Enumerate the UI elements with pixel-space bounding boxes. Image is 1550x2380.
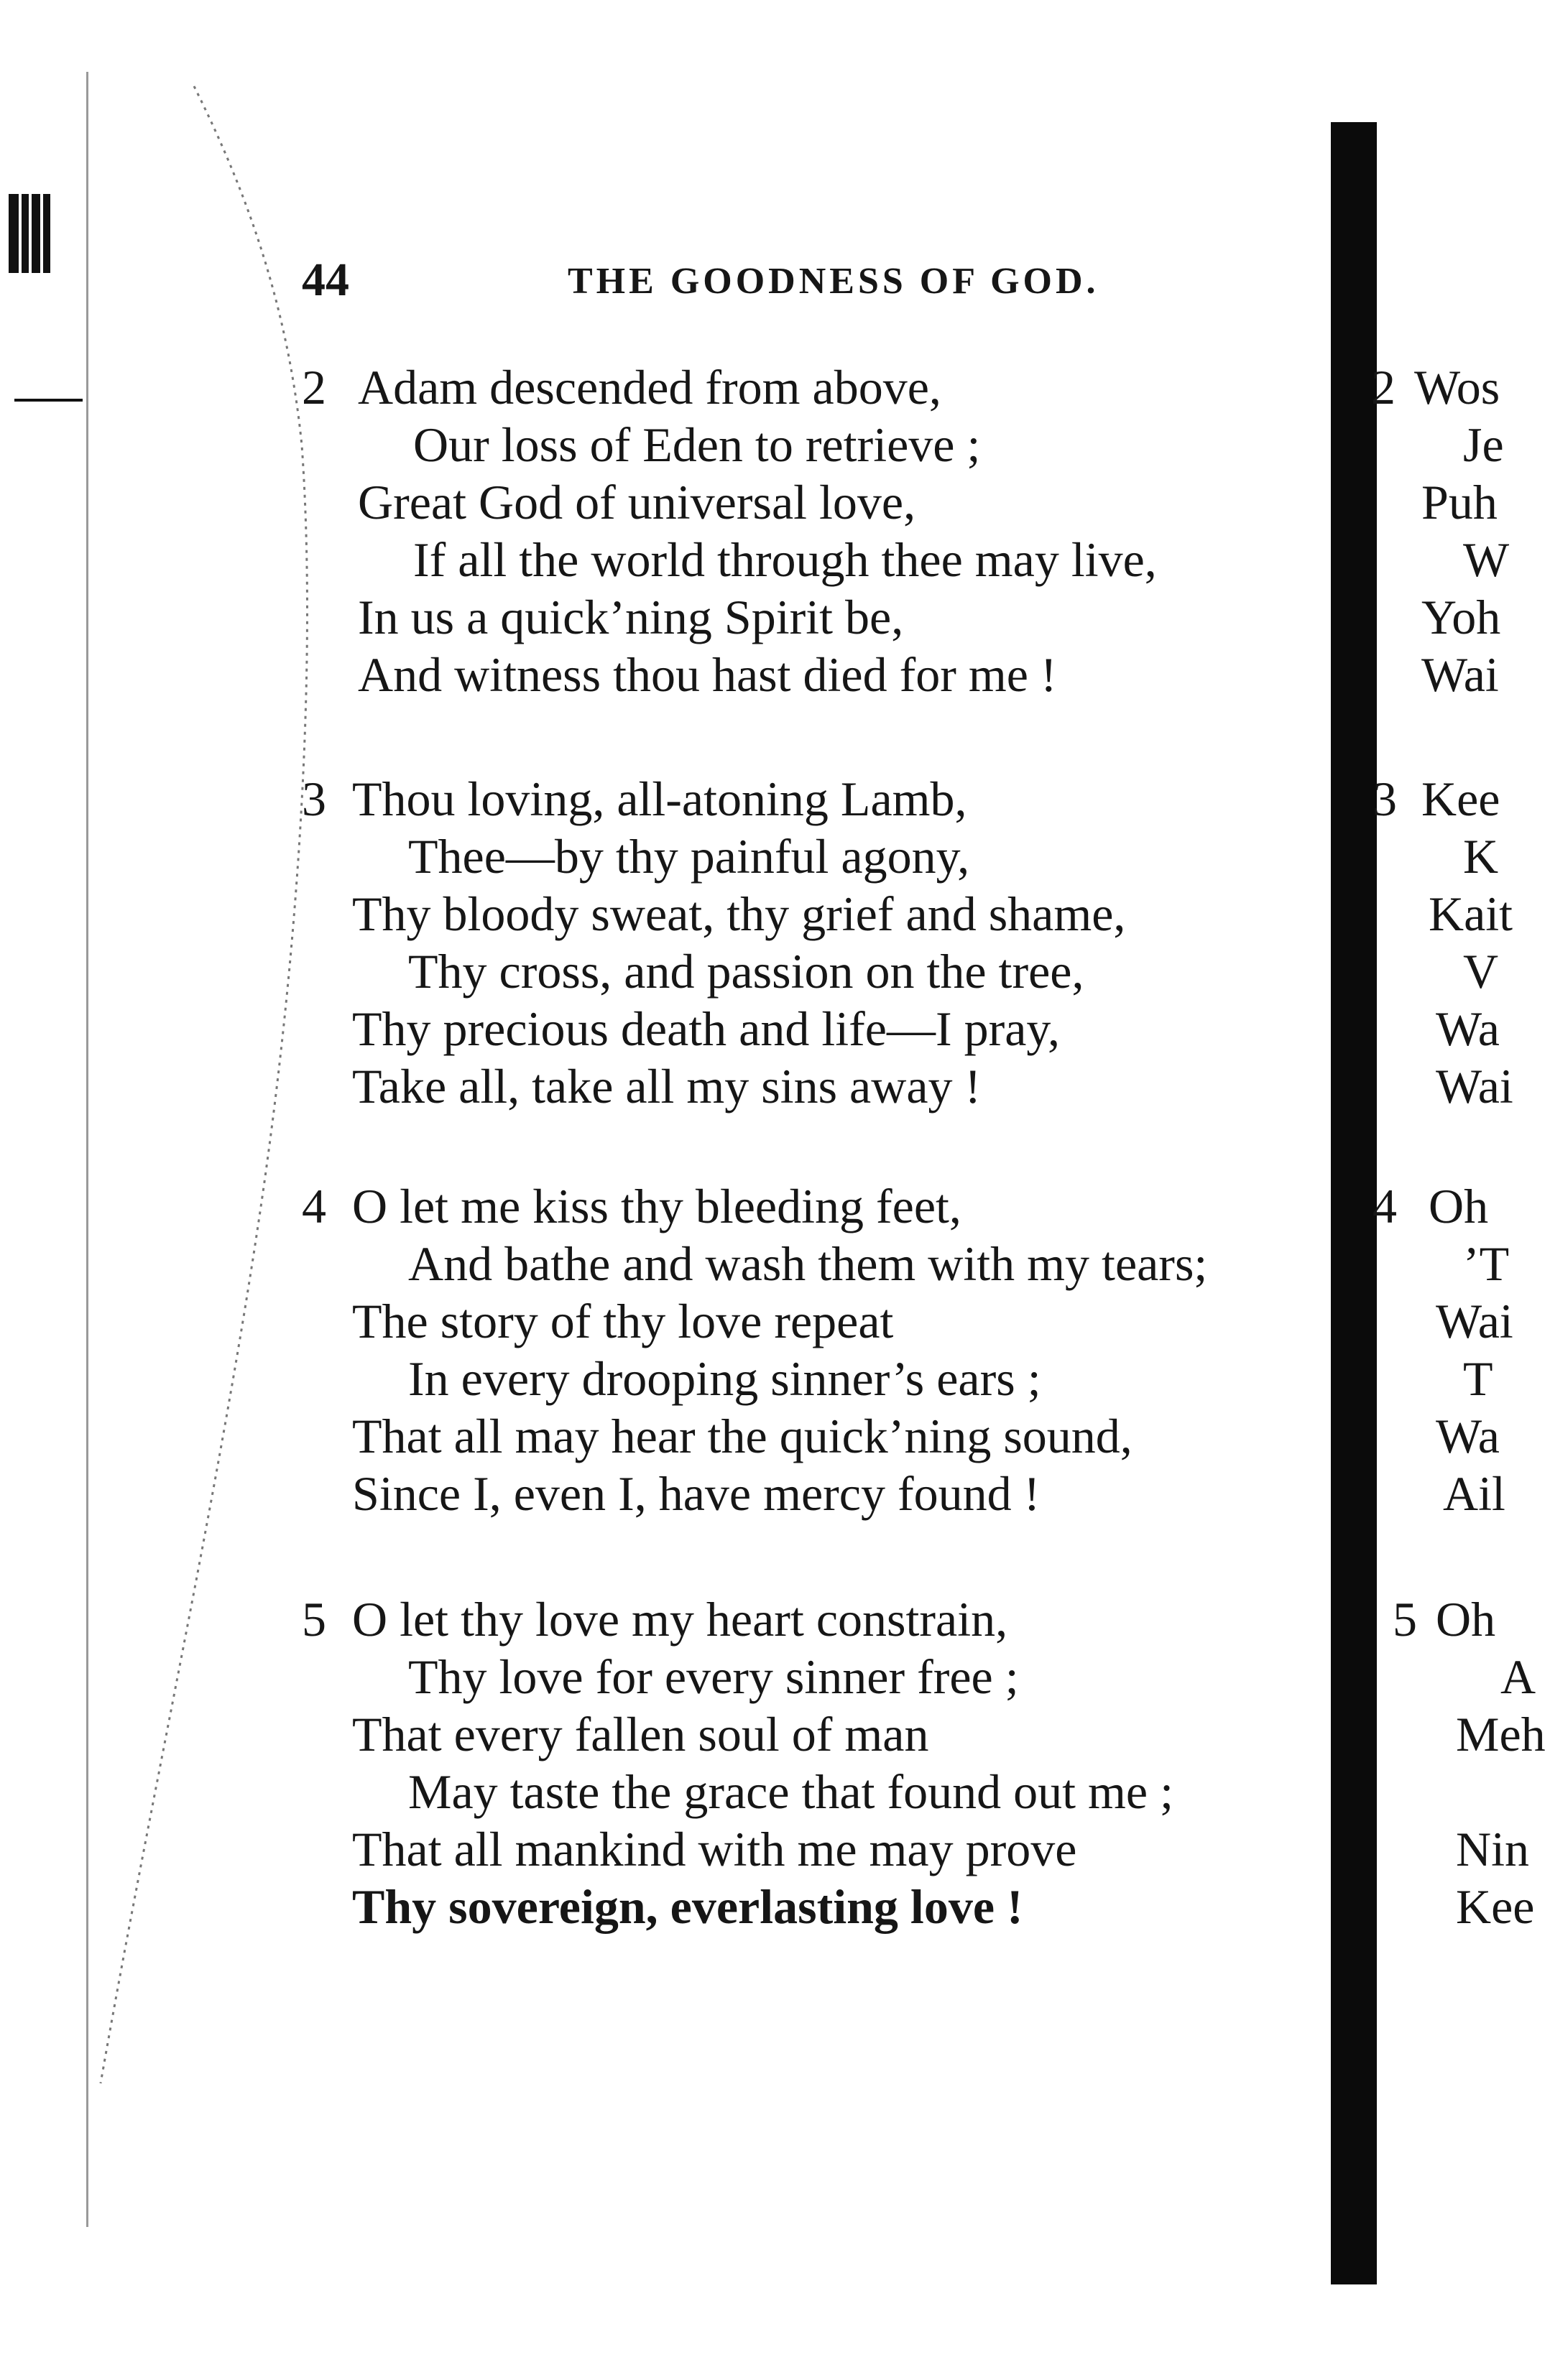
verse-line: That every fallen soul of man [352, 1707, 929, 1761]
running-head: THE GOODNESS OF GOD. [568, 261, 1099, 302]
verse-line: T [1463, 1351, 1493, 1406]
verse-line: Thy precious death and life—I pray, [352, 1001, 1061, 1056]
verse-line: Wos [1414, 360, 1500, 415]
verse-line: Thy sovereign, everlasting love ! [352, 1879, 1023, 1934]
verse-line: Puh [1421, 475, 1498, 529]
verse-line: O let thy love my heart constrain, [352, 1592, 1008, 1647]
verse-line: W [1463, 532, 1510, 587]
verse-number: 4 [1373, 1179, 1397, 1233]
verse-number: 2 [302, 360, 326, 415]
verse-line: Thou loving, all-atoning Lamb, [352, 772, 967, 826]
verse-line: Yoh [1421, 590, 1501, 644]
verse-number: 3 [1373, 772, 1397, 826]
verse-line: V [1463, 944, 1499, 999]
page-number: 44 [302, 254, 349, 306]
verse-line: Je [1463, 417, 1504, 472]
verse-line: Kee [1456, 1879, 1535, 1934]
verse-line: Thee—by thy painful agony, [408, 829, 970, 884]
verse-number: 5 [1393, 1592, 1417, 1647]
verse-line: Wai [1436, 1294, 1513, 1348]
verse-line: In us a quick’ning Spirit be, [358, 590, 904, 644]
verse-number: 4 [302, 1179, 326, 1233]
verse-line: K [1463, 829, 1499, 884]
verse-line: That all may hear the quick’ning sound, [352, 1409, 1132, 1463]
verse-line: Oh [1436, 1592, 1496, 1647]
verse-number: 5 [302, 1592, 326, 1647]
verse-line: Great God of universal love, [358, 475, 916, 529]
verse-line: In every drooping sinner’s ears ; [408, 1351, 1041, 1406]
verse-line: Wa [1436, 1409, 1500, 1463]
verse-number: 2 [1371, 360, 1396, 415]
verse-line: Take all, take all my sins away ! [352, 1059, 982, 1113]
verse-line: That all mankind with me may prove [352, 1822, 1077, 1876]
verse-line: And bathe and wash them with my tears; [408, 1236, 1208, 1291]
verse-line: A [1500, 1649, 1536, 1704]
verse-line: Oh [1429, 1179, 1489, 1233]
verse-line: Wai [1421, 647, 1499, 702]
facing-page-fragment [1371, 0, 1550, 2380]
verse-line: Our loss of Eden to retrieve ; [413, 417, 981, 472]
verse-line: Meh [1456, 1707, 1546, 1761]
page-curl-edge [0, 0, 331, 2380]
verse-line: Since I, even I, have mercy found ! [352, 1466, 1041, 1521]
verse-line: Thy cross, and passion on the tree, [408, 944, 1084, 999]
verse-line: May taste the grace that found out me ; [408, 1764, 1173, 1819]
binding-gutter [1331, 122, 1377, 2284]
verse-line: Kee [1421, 772, 1500, 826]
verse-line: ’T [1463, 1236, 1510, 1291]
verse-line: Thy love for every sinner free ; [408, 1649, 1019, 1704]
verse-line: And witness thou hast died for me ! [358, 647, 1057, 702]
verse-line: Kait [1429, 886, 1513, 941]
verse-line: O let me kiss thy bleeding feet, [352, 1179, 961, 1233]
verse-line: Thy bloody sweat, thy grief and shame, [352, 886, 1126, 941]
verse-line: Nin [1456, 1822, 1529, 1876]
verse-number: 3 [302, 772, 326, 826]
verse-line: Adam descended from above, [358, 360, 941, 415]
verse-line: Wa [1436, 1001, 1500, 1056]
verse-line: Ail [1443, 1466, 1505, 1521]
verse-line: The story of thy love repeat [352, 1294, 894, 1348]
verse-line: If all the world through thee may live, [413, 532, 1157, 587]
verse-line: Wai [1436, 1059, 1513, 1113]
